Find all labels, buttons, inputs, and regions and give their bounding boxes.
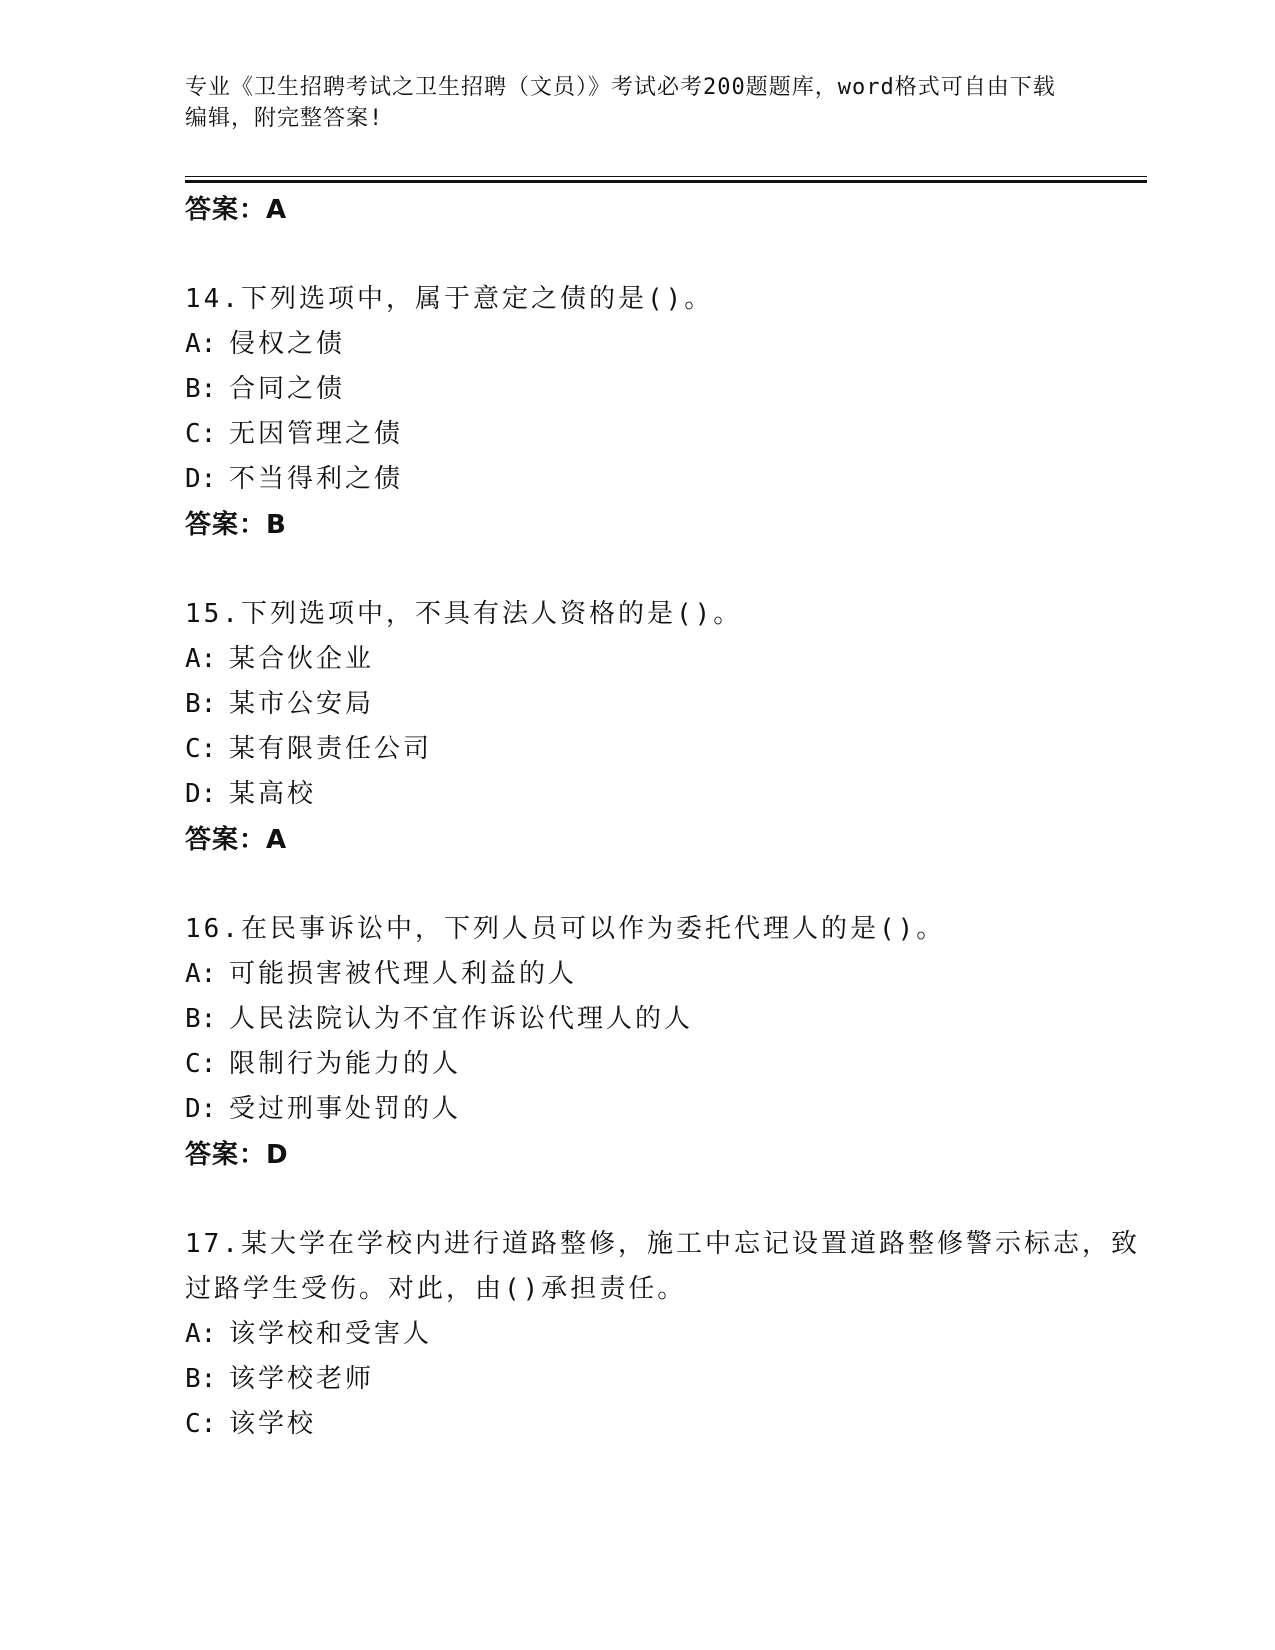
option-text: 合同之债 <box>229 374 346 404</box>
option-a <box>185 637 1147 682</box>
option-d <box>185 1087 1147 1132</box>
answer-line: 答案：D <box>185 1140 289 1170</box>
option-letter: B: <box>185 1364 217 1394</box>
previous-answer: 答案：A <box>185 195 288 225</box>
question-15 <box>185 592 1147 863</box>
option-text: 该学校老师 <box>229 1364 375 1394</box>
option-a <box>185 322 1147 367</box>
option-text: 人民法院认为不宜作诉讼代理人的人 <box>229 1004 694 1034</box>
option-b <box>185 367 1147 412</box>
option-letter: C: <box>185 419 217 449</box>
option-d <box>185 457 1147 502</box>
option-letter: C: <box>185 1409 217 1439</box>
option-text: 某市公安局 <box>229 689 375 719</box>
option-c <box>185 412 1147 457</box>
question-17 <box>185 1222 1147 1447</box>
option-text: 某高校 <box>229 779 317 809</box>
option-a <box>185 952 1147 997</box>
option-letter: B: <box>185 374 217 404</box>
option-text: 该学校和受害人 <box>229 1319 433 1349</box>
option-text: 限制行为能力的人 <box>229 1049 462 1079</box>
option-letter: D: <box>185 464 217 494</box>
option-a <box>185 1312 1147 1357</box>
option-c <box>185 1402 1147 1447</box>
question-stem: 16.在民事诉讼中，下列人员可以作为委托代理人的是()。 <box>185 914 946 944</box>
question-list <box>185 187 1147 1447</box>
option-text: 某合伙企业 <box>229 644 375 674</box>
option-text: 可能损害被代理人利益的人 <box>229 959 578 989</box>
answer-line: 答案：A <box>185 825 288 855</box>
option-text: 该学校 <box>229 1409 317 1439</box>
option-letter: C: <box>185 1049 217 1079</box>
option-letter: A: <box>185 1319 217 1349</box>
option-letter: C: <box>185 734 217 764</box>
option-text: 某有限责任公司 <box>229 734 433 764</box>
option-text: 无因管理之债 <box>229 419 404 449</box>
header-divider-thin <box>185 176 1147 177</box>
option-b <box>185 997 1147 1042</box>
question-stem: 15.下列选项中，不具有法人资格的是()。 <box>185 599 743 629</box>
option-letter: B: <box>185 689 217 719</box>
question-stem: 17.某大学在学校内进行道路整修，施工中忘记设置道路整修警示标志，致过路学生受伤。对此，由()承担责任。 <box>185 1229 1140 1304</box>
answer-line: 答案：B <box>185 510 287 540</box>
option-c <box>185 727 1147 772</box>
option-letter: D: <box>185 1094 217 1124</box>
option-letter: D: <box>185 779 217 809</box>
option-c <box>185 1042 1147 1087</box>
question-14 <box>185 277 1147 548</box>
option-text: 受过刑事处罚的人 <box>229 1094 462 1124</box>
question-stem: 14.下列选项中，属于意定之债的是()。 <box>185 284 714 314</box>
option-d <box>185 772 1147 817</box>
question-16 <box>185 907 1147 1178</box>
header-divider-thick <box>185 180 1147 183</box>
option-text: 侵权之债 <box>229 329 346 359</box>
option-letter: B: <box>185 1004 217 1034</box>
option-letter: A: <box>185 644 217 674</box>
option-letter: A: <box>185 959 217 989</box>
option-b <box>185 1357 1147 1402</box>
option-letter: A: <box>185 329 217 359</box>
option-text: 不当得利之债 <box>229 464 404 494</box>
document-header: 专业《卫生招聘考试之卫生招聘（文员）》考试必考200题题库，word格式可自由下载编辑，附完整答案! <box>185 75 1056 131</box>
option-b <box>185 682 1147 727</box>
